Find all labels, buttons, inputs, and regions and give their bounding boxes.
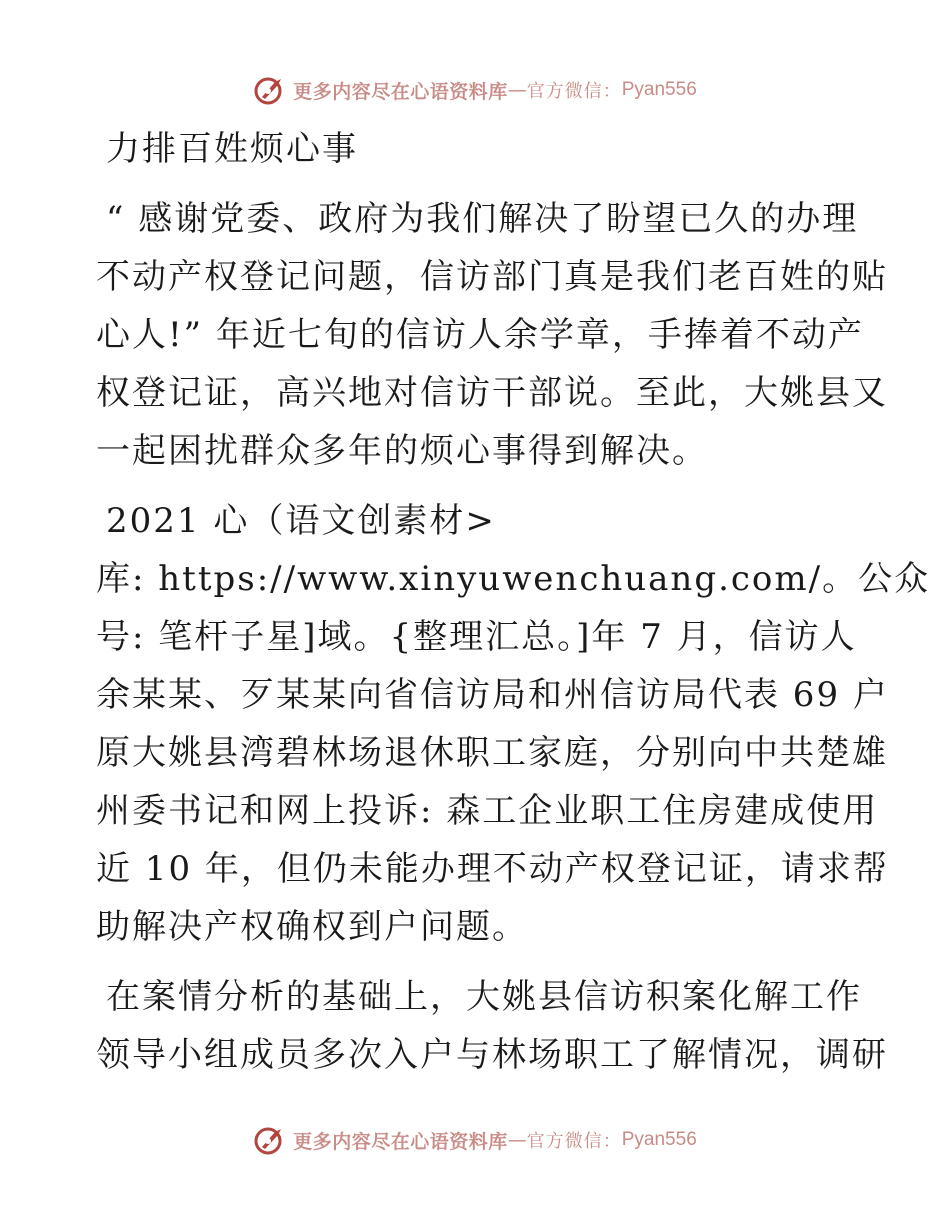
banner-wechat-label: 官方微信： (526, 81, 622, 102)
paragraph-line: 权登记证，高兴地对信访干部说。至此，大姚县又 (96, 373, 888, 413)
paragraph-line: 助解决产权确权到户问题。 (96, 907, 528, 947)
paragraph-1 (96, 190, 888, 480)
paragraph-line: 2021 心（语文创素材> (106, 501, 496, 541)
paragraph-line: 在案情分析的基础上，大姚县信访积案化解工作 (106, 977, 862, 1017)
article-heading: 力排百姓烦心事 (106, 129, 358, 169)
paragraph-line: 一起困扰群众多年的烦心事得到解决。 (96, 431, 708, 471)
pen-nib-logo-icon (253, 73, 287, 107)
footer-watermark-banner (0, 1118, 950, 1162)
banner-dash: — (507, 79, 527, 101)
paragraph-line: 余某某、歹某某向省信访局和州信访局代表 69 户 (96, 675, 889, 715)
banner-wechat-id: Pyan556 (621, 79, 697, 100)
paragraph-3 (96, 968, 888, 1084)
banner-dash: — (507, 1129, 527, 1151)
paragraph-line: 号: 笔杆子星]域。{整理汇总。]年 7 月，信访人 (96, 617, 857, 657)
paragraph-line: 领导小组成员多次入户与林场职工了解情况，调研 (96, 1035, 888, 1075)
banner-wechat-label: 官方微信： (526, 1131, 622, 1152)
paragraph-line: 不动产权登记问题，信访部门真是我们老百姓的贴 (96, 257, 888, 297)
banner-main-text: 更多内容尽在心语资料库 (293, 80, 508, 103)
paragraph-line: 州委书记和网上投诉: 森工企业职工住房建成使用 (96, 791, 879, 831)
paragraph-line: 原大姚县湾碧林场退休职工家庭，分别向中共楚雄 (96, 733, 888, 773)
paragraph-line: 近 10 年，但仍未能办理不动产权登记证，请求帮 (96, 849, 889, 889)
paragraph-line: 库: https://www.xinyuwenchuang.com/。公众 (96, 559, 931, 599)
paragraph-line: 心人!” 年近七旬的信访人余学章，手捧着不动产 (96, 315, 864, 355)
paragraph-line: “ 感谢党委、政府为我们解决了盼望已久的办理 (106, 199, 859, 239)
article-body (96, 120, 931, 1084)
pen-nib-logo-icon (253, 1123, 287, 1157)
banner-wechat-id: Pyan556 (621, 1129, 697, 1150)
header-watermark-banner (0, 68, 950, 112)
banner-main-text: 更多内容尽在心语资料库 (293, 1130, 508, 1153)
paragraph-2 (96, 492, 931, 956)
